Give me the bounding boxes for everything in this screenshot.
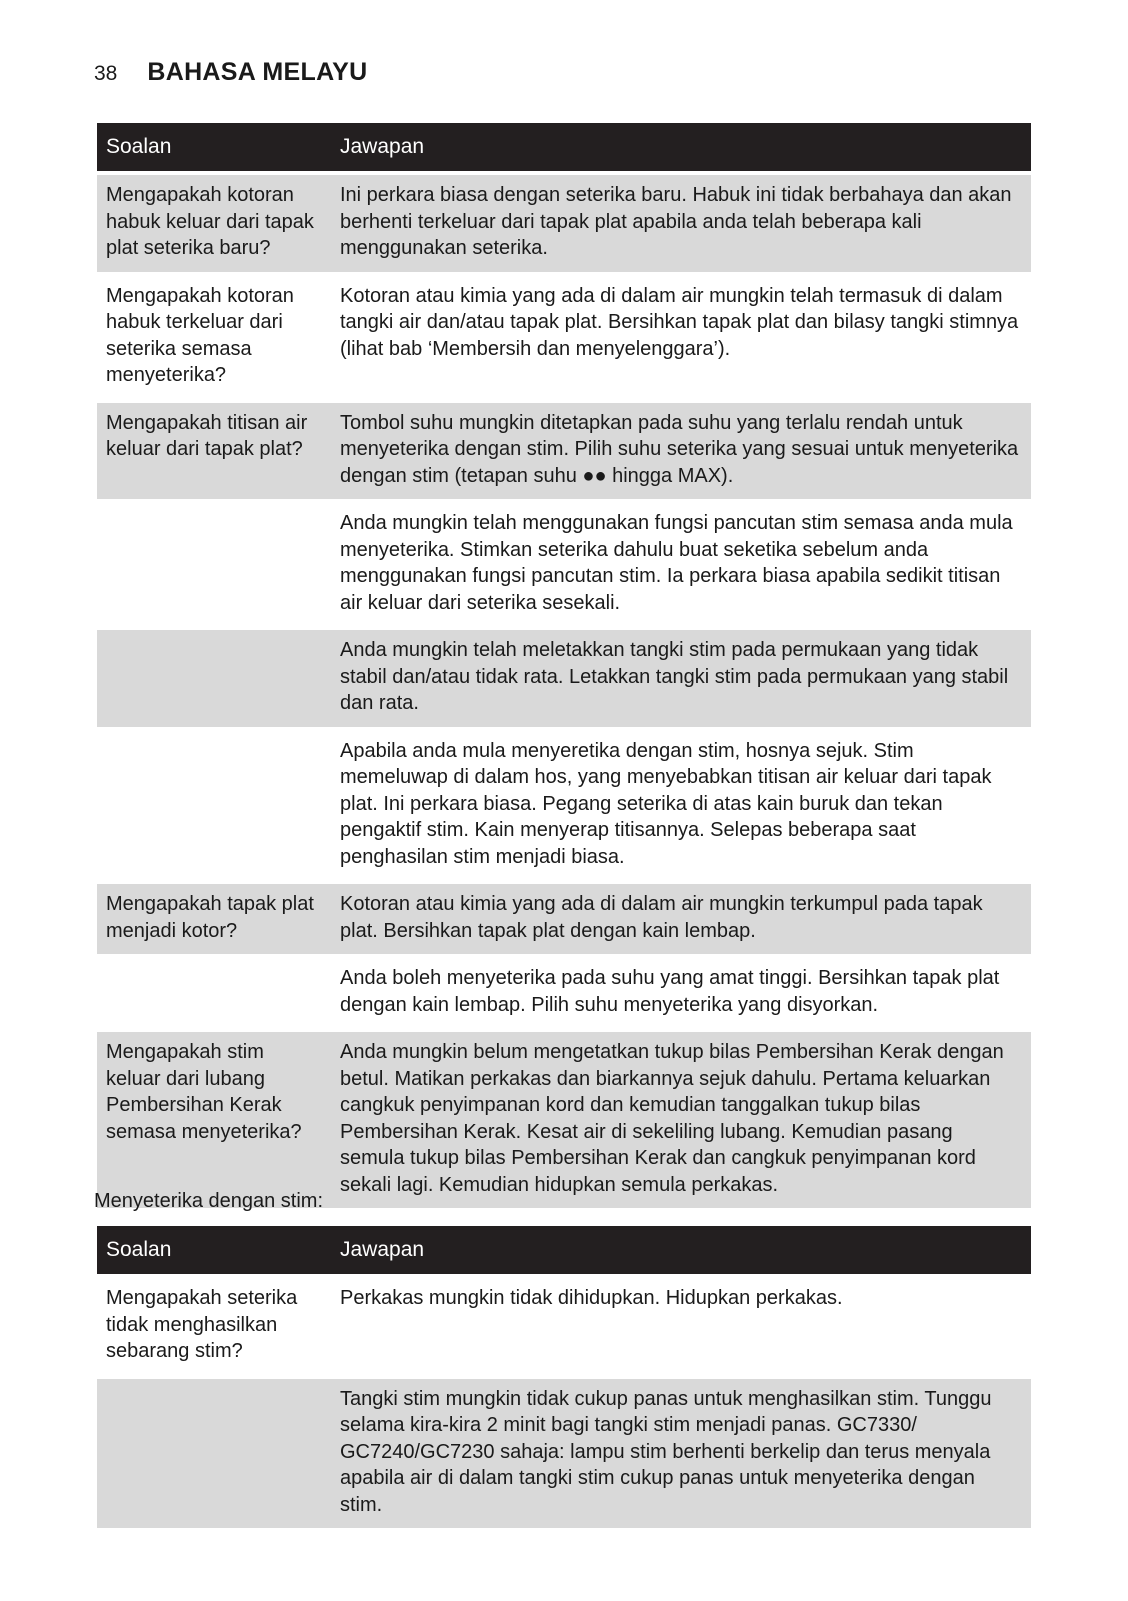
table-row: [97, 274, 1031, 401]
column-header-answer: Jawapan: [331, 123, 1031, 173]
question-cell: Mengapakah stim keluar dari lubang Pembersihan Kerak semasa menyeterika?: [97, 1030, 331, 1208]
question-cell: [97, 1377, 331, 1529]
answer-cell: Kotoran atau kimia yang ada di dalam air mungkin terkumpul pada tapak plat. Bersihkan tapak plat dengan kain lembap.: [331, 882, 1031, 956]
answer-cell: Anda mungkin telah meletakkan tangki stim pada permukaan yang tidak stabil dan/atau tidak rata. Letakkan tangki stim pada permukaan yang stabil dan rata.: [331, 628, 1031, 729]
question-cell: [97, 628, 331, 729]
question-cell: Mengapakah titisan air keluar dari tapak plat?: [97, 401, 331, 502]
answer-cell: Apabila anda mula menyeretika dengan stim, hosnya sejuk. Stim memeluwap di dalam hos, yang menyebabkan titisan air keluar dari tapak plat. Ini perkara biasa. Pegang seterika di atas kain buruk dan tekan pengaktif stim. Kain menyerap titisannya. Selepas beberapa saat penghasilan stim menjadi biasa.: [331, 729, 1031, 883]
table-row: [97, 1030, 1031, 1208]
question-cell: Mengapakah tapak plat menjadi kotor?: [97, 882, 331, 956]
answer-cell: Tombol suhu mungkin ditetapkan pada suhu yang terlalu rendah untuk menyeterika dengan stim. Pilih suhu seterika yang sesuai untuk menyeterika dengan stim (tetapan suhu ●● hingga MAX).: [331, 401, 1031, 502]
table-row: [97, 501, 1031, 628]
table-header-row: [97, 123, 1031, 173]
question-cell: Mengapakah kotoran habuk terkeluar dari seterika semasa menyeterika?: [97, 274, 331, 401]
table-row: [97, 1276, 1031, 1377]
table-row: [97, 628, 1031, 729]
table-row: [97, 173, 1031, 274]
answer-cell: Anda mungkin belum mengetatkan tukup bilas Pembersihan Kerak dengan betul. Matikan perkakas dan biarkannya sejuk dahulu. Pertama keluarkan cangkuk penyimpanan kord dan kemudian tanggalkan tukup bilas Pembersihan Kerak. Kesat air di sekeliling lubang. Kemudian pasang semula tukup bilas Pembersihan Kerak dan cangkuk penyimpanan kord sekali lagi. Kemudian hidupkan semula perkakas.: [331, 1030, 1031, 1208]
answer-cell: Anda mungkin telah menggunakan fungsi pancutan stim semasa anda mula menyeterika. Stimkan seterika dahulu buat seketika sebelum anda menggunakan fungsi pancutan stim. Ia perkara biasa apabila sedikit titisan air keluar dari seterika sesekali.: [331, 501, 1031, 628]
table-row: [97, 401, 1031, 502]
section-label: Menyeterika dengan stim:: [94, 1190, 324, 1212]
question-cell: Mengapakah kotoran habuk keluar dari tapak plat seterika baru?: [97, 173, 331, 274]
page-number: 38: [94, 62, 118, 85]
faq-table-general: [97, 123, 1031, 1208]
faq-table-steam-ironing: [97, 1226, 1031, 1528]
question-cell: [97, 956, 331, 1030]
answer-cell: Perkakas mungkin tidak dihidupkan. Hidupkan perkakas.: [331, 1276, 1031, 1377]
answer-cell: Tangki stim mungkin tidak cukup panas untuk menghasilkan stim. Tunggu selama kira-kira 2 minit bagi tangki stim menjadi panas. GC7330/ GC7240/GC7230 sahaja: lampu stim berhenti berkelip dan terus menyala apabila air di dalam tangki stim cukup panas untuk menyeterika dengan stim.: [331, 1377, 1031, 1529]
question-cell: [97, 501, 331, 628]
question-cell: [97, 729, 331, 883]
column-header-question: Soalan: [97, 123, 331, 173]
table-row: [97, 1377, 1031, 1529]
page-title: BAHASA MELAYU: [147, 58, 368, 86]
column-header-question: Soalan: [97, 1226, 331, 1276]
question-cell: Mengapakah seterika tidak menghasilkan sebarang stim?: [97, 1276, 331, 1377]
answer-cell: Kotoran atau kimia yang ada di dalam air mungkin telah termasuk di dalam tangki air dan/atau tapak plat. Bersihkan tapak plat dan bilasy tangki stimnya (lihat bab ‘Membersih dan menyelenggara’).: [331, 274, 1031, 401]
table-row: [97, 729, 1031, 883]
table-header-row: [97, 1226, 1031, 1276]
table-row: [97, 956, 1031, 1030]
column-header-answer: Jawapan: [331, 1226, 1031, 1276]
answer-cell: Ini perkara biasa dengan seterika baru. Habuk ini tidak berbahaya dan akan berhenti terkeluar dari tapak plat apabila anda telah beberapa kali menggunakan seterika.: [331, 173, 1031, 274]
page-header: [94, 58, 367, 87]
table-row: [97, 882, 1031, 956]
answer-cell: Anda boleh menyeterika pada suhu yang amat tinggi. Bersihkan tapak plat dengan kain lembap. Pilih suhu menyeterika yang disyorkan.: [331, 956, 1031, 1030]
